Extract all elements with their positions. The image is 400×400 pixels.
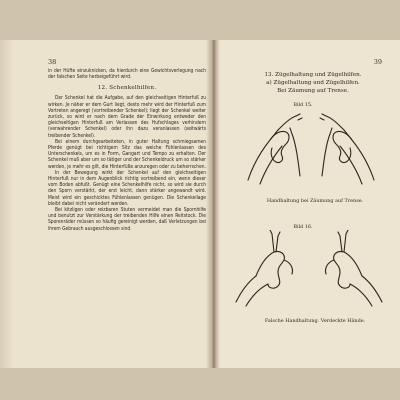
figure-caption: Handhaltung bei Zäumung auf Trense. — [266, 198, 364, 204]
wrong-hand-position-illustration — [232, 230, 388, 310]
figure-label: Bild 15. — [293, 102, 313, 108]
right-page-headings — [238, 71, 388, 95]
book-gutter — [206, 40, 220, 368]
page-number-left: 38 — [48, 58, 57, 66]
hands-holding-reins-illustration — [240, 110, 380, 190]
figure-caption: Falsche Handhaltung. Verdeckte Hände. — [264, 318, 366, 324]
figure-label: Bild 16. — [293, 224, 313, 230]
page-edge — [0, 40, 14, 368]
paragraph: Bei kitzligen oder reizbaren Stuten vermeidet man die Spornhilfe und benutzt zur Verstärkung der treibenden Hilfe einen Reitstock. Die Sporenräder müssen so häufig gereinigt werden, daß Verletzungen bei ihrem Gebrauch ausgeschlossen sind. — [48, 207, 206, 232]
section-heading: 13. Zügelhaltung und Zügelhilfen. — [264, 72, 362, 78]
page-number-right: 39 — [373, 58, 382, 66]
paragraph: Bei einem durchgearbeiteten, in guter Haltung schmiegsamen Pferde genügt bei richtigem Sitz das weiche Fühlenlassen des Unterschenkels, um es in Form, Gangart und Tempo zu erhalten. Der Schenkel muß aber um so tätiger und der Schenkeldruck um so stärker werden, je mehr es gilt, die Hinterfüße anzuregen oder zu beherrschen. — [48, 138, 206, 170]
left-page — [0, 40, 214, 368]
intro-paragraph: in der Hüfte einzuknicken, da hierdurch eine Gewichtsverlegung nach der falschen Seite herbeigeführt wird. — [48, 68, 206, 81]
subsection-heading: a) Zügelhaltung und Zügelhilfen. — [266, 80, 360, 86]
paragraph: Der Schenkel hat die Aufgabe, auf den gleichseitigen Hinterfuß zu wirken. Je näher er dem Gurt liegt, desto mehr wird der Hinterfuß zum Vortreten angeregt (vortreibender Schenkel); liegt der Schenkel weiter zurück, so wird er nach dem Grade der Einwirkung entweder den gleichseitigen Hinterfuß am Verlassen des Hufschlages verhindern (verwahrender Schenkel) oder ihn dazu veranlassen (seitwärts treibender Schenkel). — [48, 95, 206, 139]
left-page-text — [48, 68, 206, 232]
section-heading: 12. Schenkelhilfen. — [97, 85, 157, 92]
paragraph: In der Bewegung wirkt der Schenkel auf den gleichseitigen Hinterfuß nur in dem Augenblick richtig vortreibend ein, wenn dieser vom Boden abfußt. Genügt eine Schenkelhilfe nicht, so wird sie durch den Sporn verstärkt, der erst leicht, dann stärker angewandt wird. Meist wird ein geschicktes Fühlenlassen genügen. Die Schenkellage bleibt dabei nicht verändert werden. — [48, 169, 206, 207]
subsection-heading: Bei Zäumung auf Trense. — [277, 88, 349, 94]
